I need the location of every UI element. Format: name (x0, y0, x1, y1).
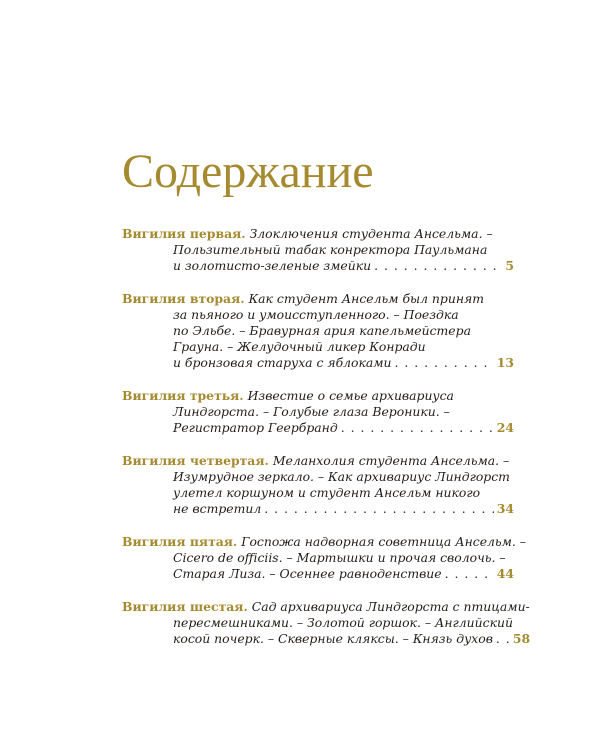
chapter-description-line: и бронзовая старуха с яблоками (173, 355, 392, 370)
chapter-description-line: улетел коршуном и студент Ансельм никого (173, 485, 481, 500)
toc-entry-last-line (122, 420, 514, 436)
page-number: 5 (505, 258, 514, 273)
dot-leader (496, 631, 510, 647)
toc-entry-last-line (122, 355, 514, 371)
chapter-description-line-wrap (122, 339, 514, 355)
chapter-description-line: Грауна. – Желудочный ликер Конради (173, 339, 426, 354)
toc-entry-first-line (122, 599, 530, 615)
dot-leader (445, 566, 494, 582)
chapter-title: Вигилия вторая. (122, 291, 245, 306)
toc-entry (122, 453, 514, 517)
dot-leader (374, 258, 502, 274)
chapter-description-line: Старая Лиза. – Осеннее равноденствие (173, 566, 442, 581)
chapter-description-line: по Эльбе. – Бравурная ария капельмейстера (173, 323, 471, 338)
toc-entry-first-line (122, 291, 514, 307)
chapter-description-line: Сад архивариуса Линдгорста с птицами- (251, 599, 530, 614)
chapter-description-line: Регистратор Геербранд (173, 420, 338, 435)
toc-entry (122, 388, 514, 436)
chapter-description-line: и золотисто-зеленые змейки (173, 258, 372, 273)
toc-entry-last-line (122, 631, 531, 647)
toc-entry (122, 226, 514, 274)
toc-entry-last-line (122, 501, 514, 517)
chapter-description-line: Cicero de officiis. – Мартышки и прочая сволочь. – (173, 550, 506, 565)
chapter-description-line: Известие о семье архивариуса (247, 388, 454, 403)
dot-leader (341, 420, 494, 436)
chapter-description-line: за пьяного и умоисступленного. – Поездка (173, 307, 459, 322)
chapter-description-line: Меланхолия студента Ансельма. – (272, 453, 510, 468)
dot-leader (264, 501, 494, 517)
toc-entry-first-line (122, 226, 514, 242)
chapter-description-line-wrap (122, 485, 514, 501)
toc-entry-first-line (122, 453, 514, 469)
table-of-contents (122, 226, 531, 664)
chapter-description-line: Изумрудное зеркало. – Как архивариус Линдгорст (173, 469, 510, 484)
page-number: 13 (496, 355, 514, 370)
chapter-description-line: Злоключения студента Ансельма. – (249, 226, 493, 241)
toc-entry-last-line (122, 566, 514, 582)
page-number: 44 (496, 566, 514, 581)
toc-entry (122, 291, 514, 371)
page-number: 58 (512, 631, 531, 646)
chapter-description-line-wrap (122, 242, 514, 258)
chapter-title: Вигилия пятая. (122, 534, 238, 549)
chapter-description-line: косой почерк. – Скверные кляксы. – Князь духов (173, 631, 493, 646)
chapter-description-line: пересмешниками. – Золотой горшок. – Английский (173, 615, 513, 630)
chapter-description-line-wrap (122, 469, 514, 485)
page-number: 24 (496, 420, 514, 435)
chapter-description-line: Госпожа надворная советница Ансельм. – (241, 534, 527, 549)
chapter-description-line-wrap (122, 307, 514, 323)
chapter-description-line-wrap (122, 323, 514, 339)
dot-leader (395, 355, 494, 371)
chapter-title: Вигилия третья. (122, 388, 244, 403)
chapter-title: Вигилия шестая. (122, 599, 248, 614)
toc-entry-last-line (122, 258, 514, 274)
chapter-description-line-wrap (122, 550, 514, 566)
toc-entry-first-line (122, 534, 527, 550)
chapter-description-line: Как студент Ансельм был принят (248, 291, 484, 306)
page-number: 34 (496, 501, 514, 516)
chapter-description-line-wrap (122, 404, 514, 420)
page-title: Содержание (122, 145, 374, 198)
chapter-title: Вигилия первая. (122, 226, 246, 241)
chapter-description-line: Пользительный табак конректора Паульмана (173, 242, 488, 257)
chapter-description-line-wrap (122, 615, 514, 631)
chapter-title: Вигилия четвертая. (122, 453, 269, 468)
chapter-description-line: не встретил (173, 501, 262, 516)
chapter-description-line: Линдгорста. – Голубые глаза Вероники. – (173, 404, 450, 419)
toc-entry (122, 534, 527, 582)
toc-entry (122, 599, 531, 647)
toc-entry-first-line (122, 388, 514, 404)
